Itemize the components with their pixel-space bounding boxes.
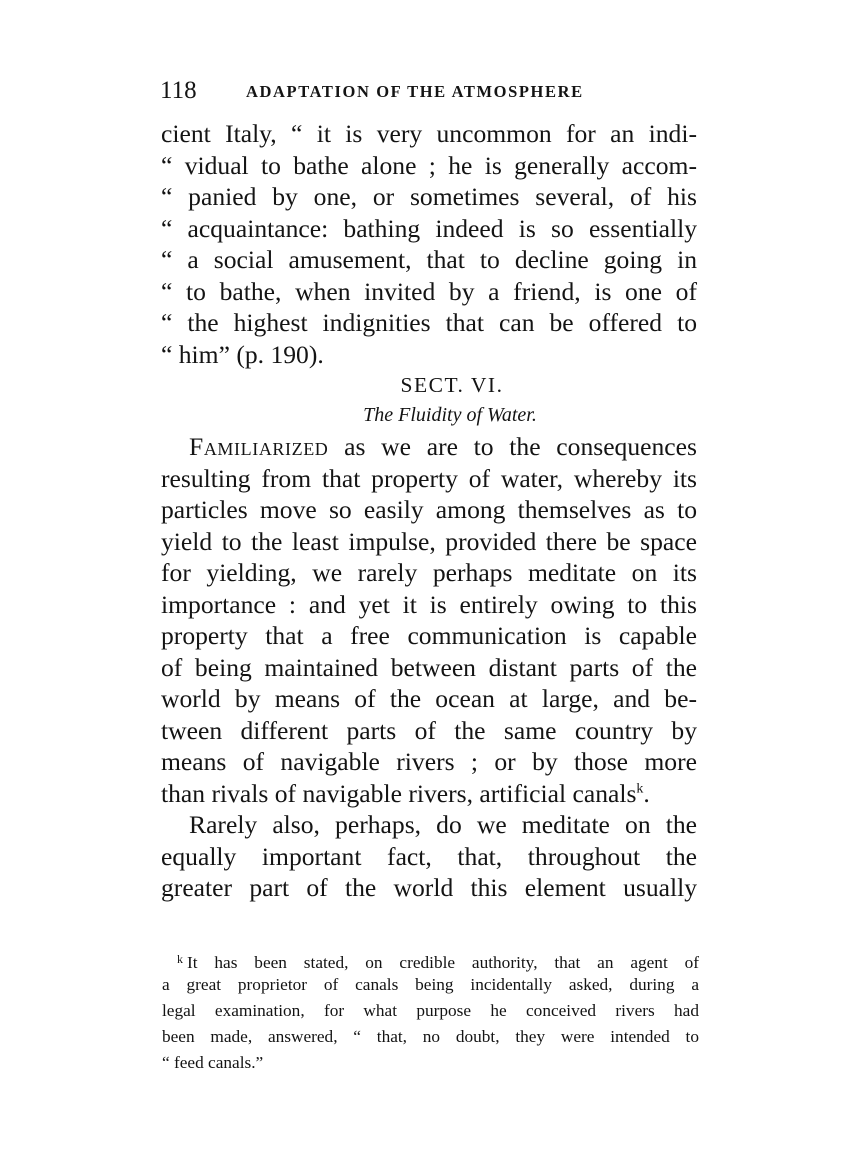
text-line: “ a social amusement, that to decline going in — [161, 245, 697, 274]
section-subtitle: The Fluidity of Water. — [363, 404, 537, 426]
text-line: Rarely also, perhaps, do we meditate on the — [189, 810, 697, 839]
running-head — [160, 76, 700, 106]
running-title: ADAPTATION OF THE ATMOSPHERE — [246, 82, 584, 101]
text-line: property that a free communication is capable — [161, 621, 697, 650]
text-line: “ acquaintance: bathing indeed is so essentially — [161, 213, 697, 243]
text-line: means of navigable rivers ; or by those more — [161, 747, 697, 776]
text-line: equally important fact, that, throughout the — [161, 841, 697, 871]
drop-word: Familiarized — [189, 432, 329, 461]
text-line: cient Italy, “ it is very uncommon for an indi- — [161, 119, 697, 148]
footnote-line: legal examination, for what purpose he conceived rivers had — [162, 1001, 699, 1020]
footnote-line: “ feed canals.” — [162, 1053, 264, 1072]
text-line: “ to bathe, when invited by a friend, is one of — [161, 276, 697, 306]
text-line: resulting from that property of water, whereby its — [161, 463, 697, 493]
footnote-line: a great proprietor of canals being incidentally asked, during a — [162, 975, 699, 994]
text-line: “ the highest indignities that can be offered to — [161, 308, 697, 337]
text-line: tween different parts of the same country by — [161, 715, 697, 745]
text-line: particles move so easily among themselves as to — [161, 495, 697, 524]
page-number: 118 — [160, 77, 197, 104]
text-line: “ vidual to bathe alone ; he is generally accom- — [161, 150, 697, 180]
text-line-with-footnote — [161, 778, 697, 810]
text-line: greater part of the world this element usually — [161, 873, 697, 902]
footnote-mark: k — [177, 952, 183, 966]
footnote-line: been made, answered, “ that, no doubt, they were intended to — [162, 1027, 699, 1046]
footnote-line — [162, 946, 699, 972]
text-line: importance : and yet it is entirely owing to this — [161, 589, 697, 619]
first-line-rest: as we are to the consequences — [328, 432, 697, 461]
text-line: world by means of the ocean at large, and be- — [161, 684, 697, 713]
footnote-reference[interactable]: k — [636, 780, 644, 796]
line-text: than rivals of navigable rivers, artificial canals — [161, 778, 637, 808]
text-line: of being maintained between distant parts of the — [161, 652, 697, 682]
text-line: “ panied by one, or sometimes several, of his — [161, 182, 697, 211]
text-line: yield to the least impulse, provided there be space — [161, 526, 697, 556]
text-line: for yielding, we rarely perhaps meditate on its — [161, 558, 697, 587]
paragraph-first-line — [161, 431, 697, 463]
section-heading: SECT. VI. — [400, 373, 504, 397]
body-text — [161, 118, 697, 904]
text-line: “ him” (p. 190). — [161, 339, 324, 369]
line-end: . — [643, 778, 650, 808]
footnote — [162, 946, 699, 1076]
footnote-text: It has been stated, on credible authority, that an agent of — [187, 953, 699, 972]
